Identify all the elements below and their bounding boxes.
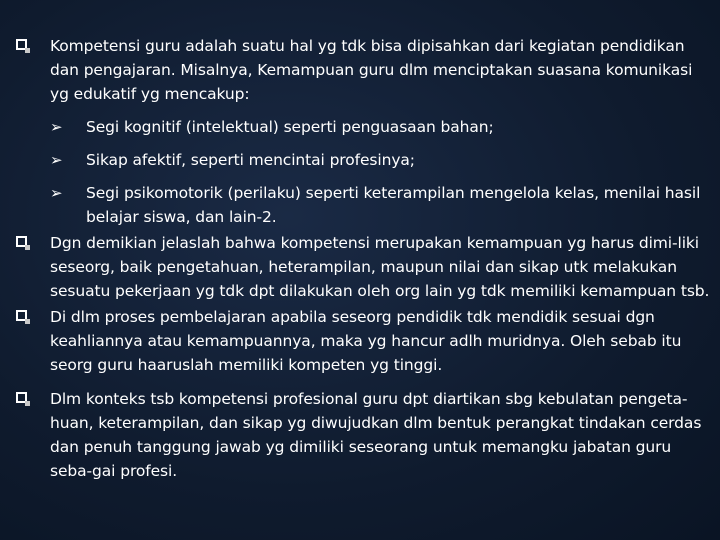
- arrow-bullet-icon: ➢: [50, 184, 63, 202]
- bullet-item: [14, 387, 714, 483]
- sub-bullet-item: [14, 148, 714, 172]
- bullet-item: [14, 305, 714, 377]
- sub-bullet-text: Sikap afektif, seperti mencintai profesinya;: [86, 151, 415, 169]
- bullet-item: [14, 34, 714, 106]
- sub-bullet-text: Segi kognitif (intelektual) seperti penguasaan bahan;: [86, 118, 494, 136]
- checkbox-bullet-icon: [16, 310, 27, 321]
- bullet-item: [14, 231, 714, 303]
- bullet-text: Dlm konteks tsb kompetensi profesional guru dpt diartikan sbg kebulatan pengeta-huan, keterampilan, dan sikap yg diwujudkan dlm bentuk perangkat tindakan cerdas dan penuh tanggung jawab yg dimiliki seseorang untuk memangku jabatan guru seba-gai profesi.: [50, 390, 702, 480]
- sub-bullet-text: Segi psikomotorik (perilaku) seperti keterampilan mengelola kelas, menilai hasil belajar siswa, dan lain-2.: [86, 184, 701, 226]
- checkbox-bullet-icon: [16, 39, 27, 50]
- arrow-bullet-icon: ➢: [50, 118, 63, 136]
- checkbox-bullet-icon: [16, 236, 27, 247]
- checkbox-bullet-icon: [16, 392, 27, 403]
- arrow-bullet-icon: ➢: [50, 151, 63, 169]
- bullet-text: Dgn demikian jelaslah bahwa kompetensi merupakan kemampuan yg harus dimi-liki seseorg, baik pengetahuan, heterampilan, maupun nilai dan sikap utk melakukan sesuatu pekerjaan yg tdk dpt dilakukan oleh org lain yg tdk memiliki kemampuan tsb.: [50, 234, 710, 300]
- sub-bullet-item: [14, 181, 714, 229]
- sub-bullet-item: [14, 115, 714, 139]
- bullet-text: Kompetensi guru adalah suatu hal yg tdk bisa dipisahkan dari kegiatan pendidikan dan pengajaran. Misalnya, Kemampuan guru dlm menciptakan suasana komunikasi yg edukatif yg mencakup:: [50, 37, 693, 103]
- slide-content: [14, 34, 714, 483]
- bullet-text: Di dlm proses pembelajaran apabila seseorg pendidik tdk mendidik sesuai dgn keahliannya atau kemampuannya, maka yg hancur adlh muridnya. Oleh sebab itu seorg guru haaruslah memiliki kompeten yg tinggi.: [50, 308, 682, 374]
